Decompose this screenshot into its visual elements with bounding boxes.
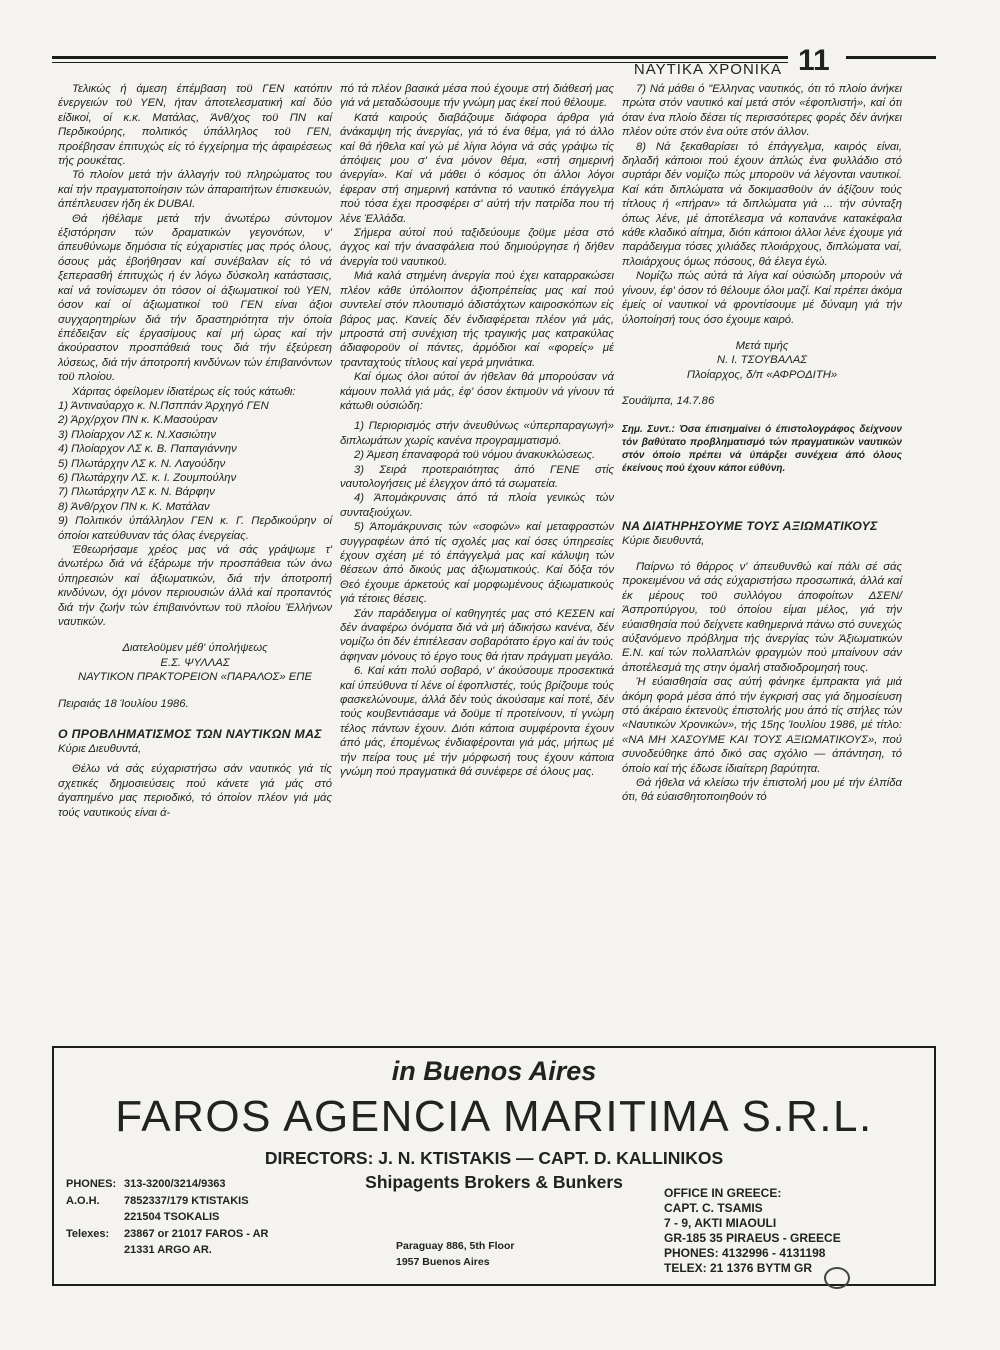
advertisement-box [52, 1046, 936, 1286]
list-item: 2) Άρχ/ρχον ΠΝ κ. Κ.Μασούραν [58, 414, 218, 427]
article-heading: ΝΑ ΔΙΑΤΗΡΗΣΟΥΜΕ ΤΟΥΣ ΑΞΙΩΜΑΤΙΚΟΥΣ [622, 518, 878, 533]
list-item: 9) Πολιτικόν ύπάλληλον ΓΕΝ κ. Γ. Περδικούρην οί όποίοι κατεύθυναν τάς όλας ένεργείας. [58, 515, 332, 542]
office-line: TELEX: 21 1376 BYTM GR [664, 1261, 813, 1275]
place-date: Πειραιάς 18 Ίουλίου 1986. [58, 697, 189, 710]
telex-value-2: 21331 ARGO AR. [124, 1244, 212, 1256]
signature-title: Πλοίαρχος, δ/π «ΑΦΡΟΔΙΤΗ» [686, 368, 838, 381]
header-rule-left [52, 56, 788, 59]
paragraph: Ή εύαισθησία σας αύτή φάνηκε έμπρακτα γιά μιά άκόμη φορά μέσα άπό τήν έγκρισή σας γιά δημοσίευση στό άκέραιο έκτενοϋς έπιστολής μου άπό τίς στήλες τών «Ναυτικών Χρονικών», τής 15ης Ίουλίου 1986, μέ τίτλο: «ΝΑ ΜΗ ΧΑΣΟΥΜΕ ΚΑΙ ΤΟΥΣ ΑΞΙΩΜΑΤΙΚΟΥΣ», πού συνοδεύθηκε άπό δικό σας σχόλιο — άπάντηση, τό όποίο καί τής έδωσε ίδιαίτερη βαρύτητα. [622, 676, 902, 775]
list-item: 7) Νά μάθει ό "Ελληνας ναυτικός, ότι τό πλοίο άνήκει πρώτα στόν ναυτικό καί μετά στόν «έφοπλιστή», καί ότι όταν ένα πλοίο δέσει τίς περισσότερες φορές δέν άνήκει πλέον ούτε στόν ένα ούτε στόν άλλον. [622, 83, 902, 139]
list-item: 4) Πλοίαρχον ΛΣ κ. Β. Παπαγιάννην [58, 443, 237, 456]
phones-label: PHONES: [66, 1178, 117, 1190]
ad-tagline: in Buenos Aires [391, 1056, 597, 1086]
aoh-value-2: 221504 TSOKALIS [124, 1211, 220, 1223]
place-date: Σουάϊμπα, 14.7.86 [622, 395, 715, 408]
list-item: 1) Περιορισμός στήν άνευθύνως «ύπερπαραγωγή» διπλωμάτων χωρίς κανένα προγραμματισμό. [340, 420, 614, 447]
list-item: 3) Πλοίαρχον ΛΣ κ. Ν.Χασιώτην [58, 428, 216, 441]
page-number: 11 [798, 44, 830, 77]
paragraph: Νομίζω πώς αύτά τά λίγα καί ούσιώδη μπορούν νά γίνουν, έφ' όσον τό θέλουμε όλοι μαζί. Καί πρέπει άκόμα έμείς οί ναυτικοί νά φροντίσουμε μέ δύναμη γιά τήν ύλοποίησή τους όσο έχουμε καιρό. [622, 270, 902, 326]
address-line: 1957 Buenos Aires [396, 1256, 490, 1268]
list-item: Σάν παράδειγμα οί καθηγητές μας στό ΚΕΣΕΝ καί δέν άναφέρω όνόματα διά νά μή άδικήσω κανένα, δέν νομίζω ότι δέν έπιτέλεσαν σοβαρότατο έργο καί άν τούς άφηναν μόνους τό έργο τους θά ήταν πράγματι μεγάλο. [340, 607, 614, 663]
office-line: 7 - 9, AKTI MIAOULI [664, 1216, 777, 1230]
office-title: OFFICE IN GREECE: [664, 1186, 782, 1200]
address-line: Paraguay 886, 5th Floor [396, 1240, 515, 1252]
paragraph: Κατά καιρούς διαβάζουμε διάφορα άρθρα γιά άνάκαμψη τής άνεργίας, γιά τό ένα θέμα, γιά τό άλλο καί θά ήθελα καί γώ μέ λίγια λόγια νά σάς γράψω τίς άπόψεις μου σ' ένα μόνον θέμα, «στή σημερινή άνεργία». Καί νά μάθει ό κόσμος ότι άλλοι λόγοι έφεραν στή σημερινή κατάντια τό ναυτικό έπάγγελμα πού τόσα έχει προσφέρει σ' αύτή τήν πατρίδα που τή λένε Έλλάδα. [340, 111, 614, 225]
publication-title: ΝΑΥΤΙΚΑ ΧΡΟΝΙΚΑ [633, 61, 782, 78]
ad-address [396, 1238, 514, 1270]
office-line: GR-185 35 PIRAEUS - GREECE [664, 1231, 841, 1245]
thanks-list [58, 399, 332, 543]
signature-line: Διατελοϋμεν μέθ' ύπολήψεως [122, 642, 268, 655]
paragraph: Σήμερα αύτοί πού ταξιδεύουμε ζοϋμε μέσα στό άγχος καί τήν άνασφάλεια πού δημιούργησε ή δήθεν άνεργία τοϋ ναυτικοϋ. [340, 227, 614, 268]
aoh-value: 7852337/179 KTISTAKIS [124, 1194, 249, 1207]
list-item: 4) Άπομάκρυνσις άπό τά πλοία γενικώς τών συνταξιούχων. [340, 492, 614, 519]
list-item: 8) Άνθ/ρχον ΠΝ κ. Κ. Ματάλαν [58, 500, 210, 513]
ad-office-greece [664, 1186, 841, 1276]
list-item: 5) Άπομάκρυνσις τών «σοφών» καί μεταφραστών συγγραφέων άπό τίς σχολές μας καί όσες ύπηρεσίες έχουν σχέση μέ τό έπάγγελμά μας καί κάλυψη τών θέσεων άπό δικούς μας άξιωματικούς. Καί δόξα τόν Θεό έχουμε άρκετούς καί μορφωμένους άξιωματικούς γιά τέτοιες θέσεις. [340, 521, 614, 606]
paragraph: Τελικώς ή άμεση έπέμβαση τοϋ ΓΕΝ κατόπιν ένεργειών τοϋ ΥΕΝ, ήταν άποτελεσματική καί δύο είδικοί, οί κ.κ. Ματάλας, Άνθ/χος τοϋ ΠΝ καί Περδικούρης, πολιτικός ύπάλληλος τοϋ ΓΕΝ, προέβησαν έπιτυχώς είς τό έγχείρημα τής άφαιρέσεως τής ρουκέτας. [58, 83, 332, 168]
paragraph: Θά ήθέλαμε μετά τήν άνωτέρω σύντομον έξιστόρησιν τών δραματικών γεγονότων, ν' άπευθύνωμε δημόσια τίς εύχαριστίες μας πρός όλους, όσους μάς έβοήθησαν καί συνέβαλαν είς τό νά ξεπερασθή έπιτυχώς ή έν λόγω δύσκολη κατάστασις, καί νά τονίσωμεν ότι τόσον οί άξιωματικοί τοϋ ΥΕΝ, όσον καί οί άξιωματικοί τοϋ ΓΕΝ είναι άξιοι συγχαρητηρίων διά τήν δραστηριότητα τήν όποία έπέδειξαν είς έργασίμους καί μή ώρας καί τήν άκούραστον προσπάθειά τους διά τήν έξεύρεση λύσεως, διά τήν άποτροπή κινδύνων τών έπιβαινόντων τοϋ πλοίου. [58, 212, 332, 384]
list-item: 6) Πλωτάρχην ΛΣ. κ. Ι. Ζουμπούλην [58, 471, 237, 484]
ad-services: Shipagents Brokers & Bunkers [365, 1172, 623, 1192]
column-3 [622, 82, 902, 805]
phones-value: 313-3200/3214/9363 [124, 1178, 226, 1190]
ad-directors: DIRECTORS: J. N. KTISTAKIS — CAPT. D. KALLINIKOS [264, 1148, 724, 1168]
paragraph: Μιά καλά στημένη άνεργία πού έχει καταρρακώσει πλέον κάθε ύπόλοιπον άξιοπρέπείας μας καί πού συντελεί στόν πλουτισμό άδιστάχτων καιροσκόπων είς βάρος μας. Κανείς δέν ένδιαφέρεται πλέον γιά μάς, μπροστά στή συνέχιση τής τραγικής μας κατρακύλας άδιαφοροϋν οί πάντες, άρμόδιοι καί «φορείς» μέ τρανταχτούς τίτλους καί γερά μηνιάτικα. [340, 270, 614, 369]
list-item: 2) Άμεση έπαναφορά τοϋ νόμου άνακυκλώσεως. [354, 449, 596, 462]
paragraph: Παίρνω τό θάρρος ν' άπευθυνθώ καί πάλι σέ σάς προκειμένου νά σάς εύχαριστήσω προσωπικά, άλλά καί έκ μέρους τοϋ συλλόγου άποφοίτων ΔΣΕΝ/Άσπροπύργου, τοϋ όποίου είμαι μέλος, γιά τήν εύαισθησία πού δείχνετε καθημερινά πάνω στό συνεχώς αύξανόμενο πρόβλημα τής άνεργίας τών Άξιωματικών Ε.Ν. καί τών πολλαπλών φραγμών πού μπαίνουν σάν άποτέλεσμά της στην όμαλή σταδιοδρομησή τους. [622, 560, 902, 674]
aoh-label: A.O.H. [66, 1194, 100, 1207]
list-item: 7) Πλωτάρχην ΛΣ κ. Ν. Βάρφην [58, 486, 215, 499]
list-item: 8) Νά ξεκαθαρίσει τό έπάγγελμα, καιρός είναι, δηλαδή κάποιοι πού έχουν άπλώς ένα φυλλάδιο στό συρτάρι δέν νομίζω πώς μποροϋν νά λέγονται ναυτικοί. Καί κάτι διπλώματα νά δοκιμασθοϋν άν άξίζουν τούς τίτλους ή «πήραν» τά διπλώματα γιά ... τήν σύνταξη όπως λένε, μέ άποτέλεσμα νά κοπανάνε κατακέφαλα κάθε κλαδικό αίτημα, διότι κάποιοι άλλοι λένε έχουμε γιά παράδειγμα τόσες χιλιάδες πλοιάρχους, διπλώματα ναί, πλοιάρχους όμως πόσους, θά έλεγα έγώ. [622, 140, 902, 268]
paragraph: Χάριτας όφείλομεν ίδιατέρως είς τούς κάτωθι: [72, 385, 296, 398]
list-item: 5) Πλωτάρχην ΛΣ κ. Ν. Λαγούδην [58, 457, 226, 470]
signature-name: Ν. Ι. ΤΣΟΥΒΑΛΑΣ [716, 354, 808, 367]
editor-note: Σημ. Συντ.: Όσα έπισημαίνει ό έπιστολογράφος δείχνουν τόν βαθύτατο προβληματισμό τών πραγματικών ναυτικών στόν όποίο πρέπει νά ύπάρξει συνέχεια άπό όλους έκείνους πού έχουν κάποι εύθύνη. [622, 423, 902, 474]
list-item: 3) Σειρά προτεραιότητας άπό ΓΕΝΕ στίς ναυτολογήσεις μέ έλεγχον άπό τά σωματεία. [340, 463, 614, 490]
office-line: PHONES: 4132996 - 4131198 [664, 1246, 826, 1260]
ink-stamp-icon [824, 1267, 850, 1289]
signature-line: Μετά τιμής [735, 339, 789, 352]
salutation: Κύριε διευθυντά, [622, 534, 705, 547]
paragraph: Καί όμως όλοι αύτοί άν ήθελαν θά μπορούσαν νά κάμουν πολλά γιά μάς, έφ' όσον έκτιμοϋν νά γίνουν τά κάτωθι ούσιώδη: [340, 371, 614, 412]
signature-company: ΝΑΥΤΙΚΟΝ ΠΡΑΚΤΟΡΕΙΟΝ «ΠΑΡΑΛΟΣ» ΕΠΕ [77, 671, 313, 684]
paragraph: Θέλω νά σάς εύχαριστήσω σάν ναυτικός γιά τίς σχετικές δημοσιεύσεις πού κάνετε γιά μάς στό άγαπημένο μας περιοδικό, τό όποίον πλέον γιά μάς τούς ναυτικούς είναι ά- [58, 763, 332, 819]
signature-name: Ε.Σ. ΨΥΛΛΑΣ [160, 656, 230, 669]
paragraph: Έθεωρήσαμε χρέος μας νά σάς γράψωμε τ' άνωτέρω διά νά έξάρωμε τήν προσπάθεια τών άνω ύπηρεσιών καί άξιωματικών, διά τήν άποτροπή κινδύνων, όχι μόνον περιουσιών άλλά καί προπαντός διά τήν ζωήν τών έπιβαινόντων τοϋ πλοίου Έλλήνων ναυτικών. [58, 544, 332, 629]
office-line: CAPT. C. TSAMIS [664, 1201, 763, 1215]
telexes-label: Telexes: [66, 1227, 110, 1240]
article-heading: Ο ΠΡΟΒΛΗΜΑΤΙΣΜΟΣ ΤΩΝ ΝΑΥΤΙΚΩΝ ΜΑΣ [58, 727, 322, 742]
column-2 [340, 82, 614, 780]
paragraph: Θά ήθελα νά κλείσω τήν έπιστολή μου μέ τήν έλπίδα ότι, θά εύαισθητοποιηθούν τό [622, 777, 902, 804]
ad-contact-numbers [66, 1176, 356, 1259]
header-rule-right [846, 56, 936, 59]
ad-company-name: FAROS AGENCIA MARITIMA S.R.L. [115, 1092, 873, 1141]
paragraph: Τό πλοίον μετά τήν άλλαγήν τοϋ πληρώματος του καί τήν πραγματοποίησιν τών άπαραιτήτων έπισκευών, άπέπλευσεν ήδη έκ DUBAI. [58, 169, 332, 211]
list-item: 6. Καί κάτι πολύ σοβαρό, ν' άκούσουμε προσεκτικά καί ύπεύθυνα τί λένε οί έφοπλιστές, τούς βρίζουμε τούς φασκελώνουμε, άλλά δέν τούς άκούσαμε καί ποτέ, δέν τούς κουβεντιάσαμε νά δοϋμε τί προτείνουν, τί γνώμη τέλος πάντων έχουν. Διότι κάποια συμφέροντα έχουν άπό μάς, έπομένως ένδιαφέρονται γιά μάς, μήπως μέ τήν πείρα τους μέ τήν μόρφωσή τους έχουν κάποια γνώμη πού πραγματικά θά συνέφερε σέ όλους μας. [340, 665, 614, 779]
list-item: 1) Άντιναύαρχο κ. Ν.Πσππάν Άρχηγό ΓΕΝ [58, 399, 269, 412]
salutation: Κύριε Διευθυντά, [58, 743, 142, 756]
telex-value: 23867 or 21017 FAROS - AR [124, 1227, 269, 1240]
paragraph: πό τά πλέον βασικά μέσα πού έχουμε στή διάθεσή μας γιά νά μεταδώσουμε τήν γνώμη μας έκεί πού θέλουμε. [340, 83, 614, 110]
column-1 [58, 82, 332, 820]
